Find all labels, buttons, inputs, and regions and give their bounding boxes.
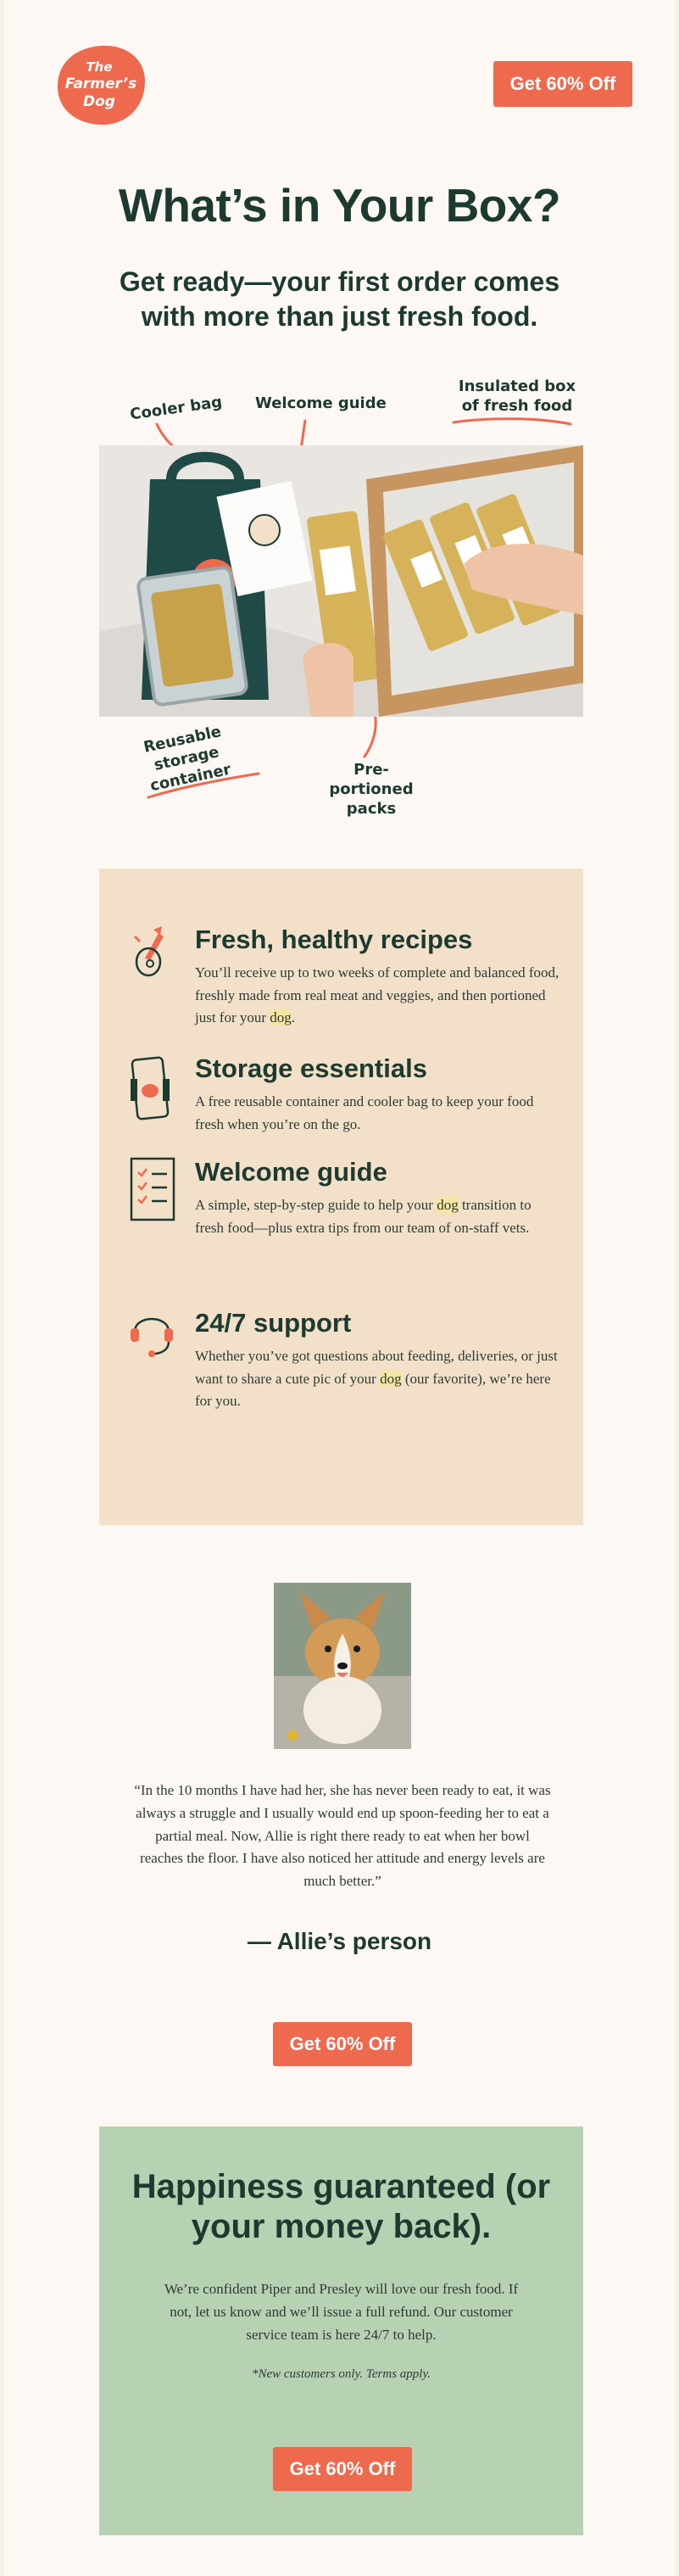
page-subtitle: Get ready—your first order comes with more than just fresh food. (119, 266, 560, 332)
box-contents-hero (4, 365, 675, 818)
svg-text:The: The (86, 59, 113, 75)
highlighted-word: dog (437, 1197, 459, 1213)
headset-icon (128, 1308, 175, 1376)
annotation-cooler-bag: Cooler bag (129, 393, 224, 424)
corgi-photo (274, 1583, 411, 1749)
checklist-icon (128, 1157, 175, 1225)
annotation-portioned-packs: Pre-portioned packs (329, 761, 414, 818)
guarantee-title: Happiness guaranteed (or your money back). (131, 2168, 551, 2245)
get-discount-button[interactable]: Get 60% Off (493, 61, 632, 107)
testimonial-attribution: — Allie’s person (247, 1928, 432, 1954)
features-panel (99, 869, 583, 1525)
feature-title: Fresh, healthy recipes (195, 925, 473, 954)
get-discount-button[interactable]: Get 60% Off (273, 2022, 412, 2066)
feature-description: Whether you’ve got questions about feeding, deliveries, or just want to share a cute pic of your dog (our favorite), we’re here for you. (195, 1348, 558, 1409)
guarantee-body: We’re confident Piper and Presley will love our fresh food. If not, let us know and we’ll issue a full refund. Our customer service team is here 24/7 to help. (164, 2281, 519, 2343)
email-page (4, 0, 675, 2576)
feature-description: You’ll receive up to two weeks of complete and balanced food, freshly made from real meat and veggies, and then portioned just for your dog. (195, 964, 559, 1025)
box-contents-photo (99, 445, 583, 717)
testimonial-quote: “In the 10 months I have had her, she has never been ready to eat, it was always a struggle and I usually would end up spoon-feeding her to eat a partial meal. Now, Allie is right there ready to eat when her bowl reaches the floor. I have also noticed her attitude and energy levels are much better.” (134, 1782, 551, 1890)
annotation-insulated-box: Insulated box of fresh food (458, 377, 576, 415)
highlighted-word: dog (380, 1370, 402, 1387)
guarantee-panel (99, 2126, 583, 2535)
feature-description: A simple, step-by-step guide to help your dog transition to fresh food—plus extra tips from our team of on-staff vets. (195, 1197, 532, 1236)
feature-title: Storage essentials (195, 1053, 427, 1083)
storage-container-icon (128, 1053, 175, 1121)
annotation-welcome-guide: Welcome guide (255, 394, 387, 412)
get-discount-button[interactable]: Get 60% Off (273, 2447, 412, 2491)
feature-title: Welcome guide (195, 1157, 387, 1187)
farmers-dog-logo[interactable] (53, 42, 148, 127)
feature-title: 24/7 support (195, 1308, 352, 1338)
feature-description: A free reusable container and cooler bag to keep your food fresh when you’re on the go. (195, 1093, 534, 1132)
carrot-meat-icon (128, 925, 175, 992)
page-title: What’s in Your Box? (118, 179, 561, 232)
highlighted-word: dog (270, 1009, 292, 1025)
svg-text:Farmer’s: Farmer’s (64, 75, 137, 92)
terms-note: *New customers only. Terms apply. (251, 2367, 431, 2381)
svg-text:Dog: Dog (83, 93, 115, 110)
annotation-storage-container: Reusable storage container (142, 723, 233, 796)
